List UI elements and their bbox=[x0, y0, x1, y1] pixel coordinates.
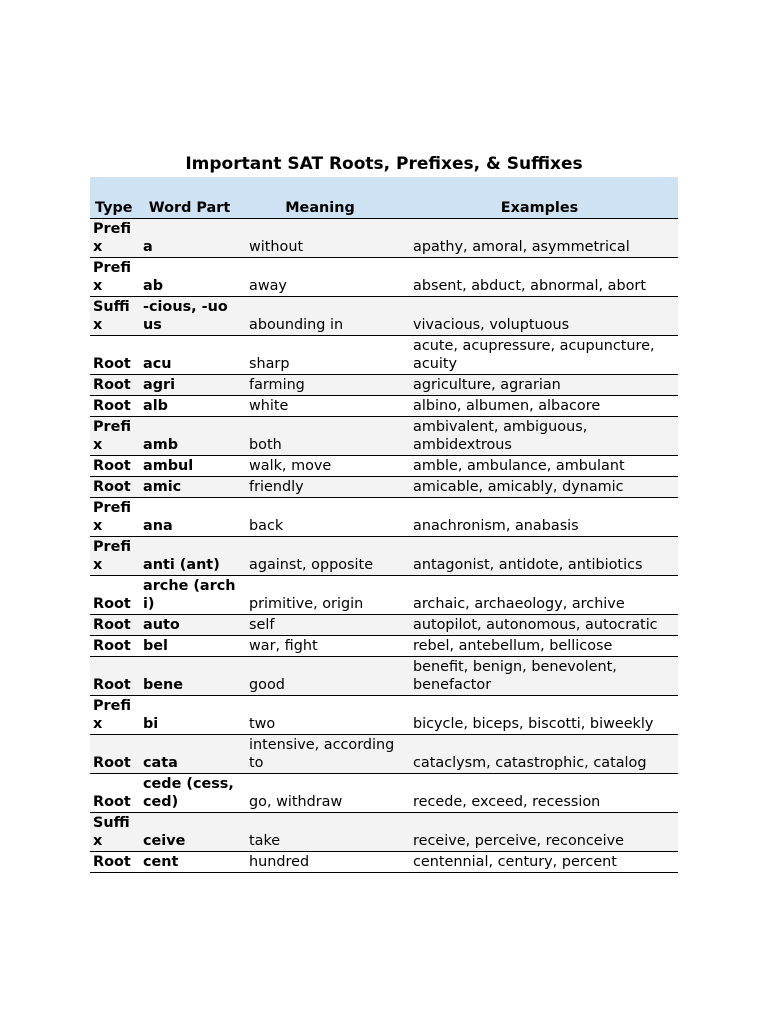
table-row bbox=[90, 813, 678, 852]
cell-examples: amble, ambulance, ambulant bbox=[401, 456, 678, 477]
cell-meaning: hundred bbox=[239, 852, 401, 873]
table-row bbox=[90, 375, 678, 396]
cell-part: cent bbox=[140, 852, 239, 873]
cell-meaning: back bbox=[239, 498, 401, 537]
table-row bbox=[90, 774, 678, 813]
cell-meaning: away bbox=[239, 258, 401, 297]
cell-meaning: farming bbox=[239, 375, 401, 396]
header-meaning: Meaning bbox=[239, 177, 401, 219]
cell-type: Root bbox=[90, 615, 140, 636]
cell-part: agri bbox=[140, 375, 239, 396]
cell-type: Root bbox=[90, 396, 140, 417]
cell-meaning: without bbox=[239, 219, 401, 258]
table-row bbox=[90, 498, 678, 537]
cell-type: Prefix bbox=[90, 258, 140, 297]
header-examples: Examples bbox=[401, 177, 678, 219]
table-row bbox=[90, 297, 678, 336]
cell-type: Suffix bbox=[90, 297, 140, 336]
table-row bbox=[90, 657, 678, 696]
cell-meaning: both bbox=[239, 417, 401, 456]
table-row bbox=[90, 336, 678, 375]
cell-part: bene bbox=[140, 657, 239, 696]
cell-part: cede (cess, ced) bbox=[140, 774, 239, 813]
cell-meaning: sharp bbox=[239, 336, 401, 375]
cell-examples: benefit, benign, benevolent, benefactor bbox=[401, 657, 678, 696]
cell-meaning: self bbox=[239, 615, 401, 636]
table-row bbox=[90, 219, 678, 258]
table-row bbox=[90, 576, 678, 615]
table-row bbox=[90, 396, 678, 417]
table-row bbox=[90, 636, 678, 657]
cell-examples: anachronism, anabasis bbox=[401, 498, 678, 537]
cell-type: Root bbox=[90, 456, 140, 477]
header-word-part: Word Part bbox=[140, 177, 239, 219]
table-row bbox=[90, 456, 678, 477]
table-header bbox=[90, 177, 678, 219]
cell-part: a bbox=[140, 219, 239, 258]
cell-part: ab bbox=[140, 258, 239, 297]
cell-meaning: go, withdraw bbox=[239, 774, 401, 813]
cell-meaning: against, opposite bbox=[239, 537, 401, 576]
table-row bbox=[90, 852, 678, 873]
vocabulary-table bbox=[90, 177, 678, 873]
cell-type: Prefix bbox=[90, 219, 140, 258]
cell-type: Root bbox=[90, 375, 140, 396]
cell-examples: bicycle, biceps, biscotti, biweekly bbox=[401, 696, 678, 735]
cell-type: Prefix bbox=[90, 696, 140, 735]
cell-part: -cious, -uous bbox=[140, 297, 239, 336]
cell-meaning: intensive, according to bbox=[239, 735, 401, 774]
cell-meaning: walk, move bbox=[239, 456, 401, 477]
cell-type: Prefix bbox=[90, 417, 140, 456]
cell-meaning: good bbox=[239, 657, 401, 696]
cell-examples: autopilot, autonomous, autocratic bbox=[401, 615, 678, 636]
cell-meaning: friendly bbox=[239, 477, 401, 498]
cell-examples: rebel, antebellum, bellicose bbox=[401, 636, 678, 657]
cell-examples: archaic, archaeology, archive bbox=[401, 576, 678, 615]
cell-examples: recede, exceed, recession bbox=[401, 774, 678, 813]
cell-meaning: abounding in bbox=[239, 297, 401, 336]
cell-type: Root bbox=[90, 636, 140, 657]
cell-meaning: primitive, origin bbox=[239, 576, 401, 615]
table-row bbox=[90, 417, 678, 456]
cell-meaning: take bbox=[239, 813, 401, 852]
page-title: Important SAT Roots, Prefixes, & Suffixes bbox=[185, 154, 583, 174]
cell-type: Root bbox=[90, 336, 140, 375]
cell-part: anti (ant) bbox=[140, 537, 239, 576]
cell-examples: ambivalent, ambiguous, ambidextrous bbox=[401, 417, 678, 456]
cell-examples: centennial, century, percent bbox=[401, 852, 678, 873]
table-row bbox=[90, 477, 678, 498]
cell-type: Root bbox=[90, 477, 140, 498]
cell-part: alb bbox=[140, 396, 239, 417]
cell-type: Prefix bbox=[90, 498, 140, 537]
cell-part: auto bbox=[140, 615, 239, 636]
cell-part: amic bbox=[140, 477, 239, 498]
cell-part: arche (archi) bbox=[140, 576, 239, 615]
cell-examples: agriculture, agrarian bbox=[401, 375, 678, 396]
cell-examples: vivacious, voluptuous bbox=[401, 297, 678, 336]
cell-type: Root bbox=[90, 774, 140, 813]
cell-part: acu bbox=[140, 336, 239, 375]
table-row bbox=[90, 735, 678, 774]
cell-examples: receive, perceive, reconceive bbox=[401, 813, 678, 852]
cell-examples: absent, abduct, abnormal, abort bbox=[401, 258, 678, 297]
table-row bbox=[90, 258, 678, 297]
cell-part: ana bbox=[140, 498, 239, 537]
cell-part: bel bbox=[140, 636, 239, 657]
cell-examples: apathy, amoral, asymmetrical bbox=[401, 219, 678, 258]
cell-meaning: two bbox=[239, 696, 401, 735]
cell-part: cata bbox=[140, 735, 239, 774]
cell-examples: cataclysm, catastrophic, catalog bbox=[401, 735, 678, 774]
header-type: Type bbox=[90, 177, 140, 219]
table-row bbox=[90, 696, 678, 735]
cell-type: Prefix bbox=[90, 537, 140, 576]
cell-type: Root bbox=[90, 576, 140, 615]
cell-examples: antagonist, antidote, antibiotics bbox=[401, 537, 678, 576]
table-row bbox=[90, 537, 678, 576]
cell-meaning: war, fight bbox=[239, 636, 401, 657]
cell-examples: acute, acupressure, acupuncture, acuity bbox=[401, 336, 678, 375]
cell-part: ambul bbox=[140, 456, 239, 477]
header-row bbox=[90, 177, 678, 219]
cell-type: Root bbox=[90, 852, 140, 873]
cell-examples: amicable, amicably, dynamic bbox=[401, 477, 678, 498]
cell-type: Suffix bbox=[90, 813, 140, 852]
cell-part: amb bbox=[140, 417, 239, 456]
table-row bbox=[90, 615, 678, 636]
cell-meaning: white bbox=[239, 396, 401, 417]
cell-type: Root bbox=[90, 735, 140, 774]
cell-part: bi bbox=[140, 696, 239, 735]
cell-examples: albino, albumen, albacore bbox=[401, 396, 678, 417]
cell-part: ceive bbox=[140, 813, 239, 852]
cell-type: Root bbox=[90, 657, 140, 696]
table-body bbox=[90, 219, 678, 873]
